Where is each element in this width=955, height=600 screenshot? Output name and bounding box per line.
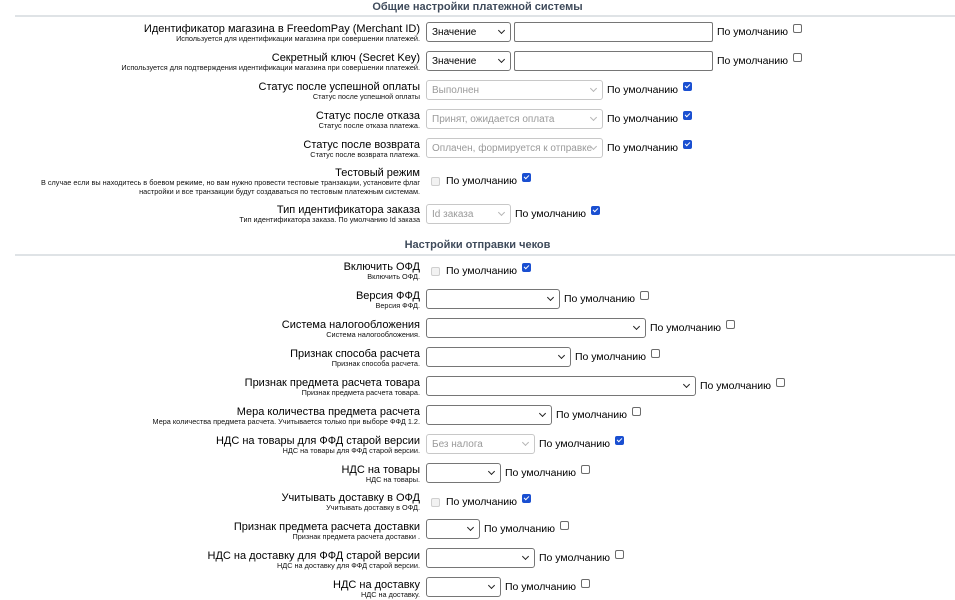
- field-label: Секретный ключ (Secret Key) Используется для подтверждения идентификации магазина при совершении платежей.: [121, 52, 420, 72]
- status-success-select[interactable]: Выполнен: [426, 80, 603, 100]
- ofd-enable-default-checkbox[interactable]: [522, 263, 531, 272]
- delivery-ofd-checkbox[interactable]: [431, 498, 440, 507]
- test-mode-checkbox[interactable]: [431, 177, 440, 186]
- default-label: По умолчанию: [515, 208, 587, 220]
- field-label: Мера количества предмета расчета Мера количества предмета расчета. Учитывается только при выборе ФФД 1.2.: [152, 406, 420, 426]
- secret-key-value-select[interactable]: Значение: [426, 51, 511, 71]
- default-label: По умолчанию: [484, 523, 556, 535]
- default-label: По умолчанию: [717, 26, 789, 38]
- status-refund-default-checkbox[interactable]: [683, 140, 692, 149]
- field-label: Тестовый режим В случае если вы находитесь в боевом режиме, но вам нужно провести тестовые транзакции, установите флаг настройки и все транзакции будут создаваться по тестовым платежным системам.: [41, 167, 420, 196]
- vat-old-default-checkbox[interactable]: [615, 436, 624, 445]
- section-divider: [15, 254, 955, 256]
- merchant-id-value-select[interactable]: Значение: [426, 22, 511, 42]
- delivery-object-default-checkbox[interactable]: [560, 521, 569, 530]
- field-label: Тип идентификатора заказа Тип идентификатора заказа. По умолчанию Id заказа: [239, 204, 420, 224]
- payment-method-default-checkbox[interactable]: [651, 349, 660, 358]
- default-label: По умолчанию: [539, 438, 611, 450]
- order-id-type-select[interactable]: Id заказа: [426, 204, 511, 224]
- default-label: По умолчанию: [717, 55, 789, 67]
- default-label: По умолчанию: [700, 380, 772, 392]
- merchant-id-default-checkbox[interactable]: [793, 24, 802, 33]
- field-label: Учитывать доставку в ОФД Учитывать доставку в ОФД.: [281, 492, 420, 512]
- secret-key-input[interactable]: [514, 51, 713, 71]
- ffd-version-default-checkbox[interactable]: [640, 291, 649, 300]
- delivery-ofd-default-checkbox[interactable]: [522, 494, 531, 503]
- merchant-id-input[interactable]: [514, 22, 713, 42]
- payment-object-select[interactable]: [426, 376, 696, 396]
- status-refund-select[interactable]: Оплачен, формируется к отправке: [426, 138, 603, 158]
- section-title-general: Общие настройки платежной системы: [372, 1, 583, 13]
- field-label: Идентификатор магазина в FreedomPay (Merchant ID) Используется для идентификации магазина при совершении платежей.: [143, 23, 420, 43]
- default-label: По умолчанию: [575, 351, 647, 363]
- field-label: Статус после отказа Статус после отказа платежа.: [315, 110, 420, 130]
- default-label: По умолчанию: [564, 293, 636, 305]
- tax-system-select[interactable]: [426, 318, 646, 338]
- field-label: Версия ФФД Версия ФФД.: [355, 290, 420, 310]
- field-label: Статус после успешной оплаты Статус после успешной оплаты: [258, 81, 420, 101]
- vat-default-checkbox[interactable]: [581, 465, 590, 474]
- field-label: Включить ОФД Включить ОФД.: [343, 261, 420, 281]
- delivery-object-select[interactable]: [426, 519, 480, 539]
- section-title-receipts: Настройки отправки чеков: [404, 239, 551, 251]
- ffd-version-select[interactable]: [426, 289, 560, 309]
- default-label: По умолчанию: [446, 265, 518, 277]
- measure-select[interactable]: [426, 405, 552, 425]
- field-label: Статус после возврата Статус после возврата платежа.: [303, 139, 420, 159]
- default-label: По умолчанию: [505, 581, 577, 593]
- default-label: По умолчанию: [556, 409, 628, 421]
- test-mode-default-checkbox[interactable]: [522, 173, 531, 182]
- default-label: По умолчанию: [539, 552, 611, 564]
- field-label: НДС на доставку для ФФД старой версии НДС на доставку для ФФД старой версии.: [207, 550, 420, 570]
- field-label: Признак предмета расчета доставки Признак предмета расчета доставки .: [233, 521, 420, 541]
- default-label: По умолчанию: [505, 467, 577, 479]
- status-success-default-checkbox[interactable]: [683, 82, 692, 91]
- default-label: По умолчанию: [446, 175, 518, 187]
- default-label: По умолчанию: [607, 113, 679, 125]
- default-label: По умолчанию: [446, 496, 518, 508]
- default-label: По умолчанию: [650, 322, 722, 334]
- field-label: НДС на товары НДС на товары.: [341, 464, 420, 484]
- payment-object-default-checkbox[interactable]: [776, 378, 785, 387]
- field-label: НДС на доставку НДС на доставку.: [333, 579, 420, 599]
- field-label: Система налогообложения Система налогообложения.: [281, 319, 420, 339]
- field-label: НДС на товары для ФФД старой версии НДС на товары для ФФД старой версии.: [215, 435, 420, 455]
- tax-system-default-checkbox[interactable]: [726, 320, 735, 329]
- order-id-type-default-checkbox[interactable]: [591, 206, 600, 215]
- status-fail-default-checkbox[interactable]: [683, 111, 692, 120]
- section-divider: [15, 15, 955, 17]
- delivery-vat-old-select[interactable]: [426, 548, 535, 568]
- payment-method-select[interactable]: [426, 347, 571, 367]
- delivery-vat-select[interactable]: [426, 577, 501, 597]
- field-label: Признак предмета расчета товара Признак предмета расчета товара.: [244, 377, 420, 397]
- vat-select[interactable]: [426, 463, 501, 483]
- default-label: По умолчанию: [607, 84, 679, 96]
- delivery-vat-old-default-checkbox[interactable]: [615, 550, 624, 559]
- secret-key-default-checkbox[interactable]: [793, 53, 802, 62]
- vat-old-select[interactable]: Без налога: [426, 434, 535, 454]
- field-label: Признак способа расчета Признак способа расчета.: [290, 348, 420, 368]
- default-label: По умолчанию: [607, 142, 679, 154]
- status-fail-select[interactable]: Принят, ожидается оплата: [426, 109, 603, 129]
- measure-default-checkbox[interactable]: [632, 407, 641, 416]
- ofd-enable-checkbox[interactable]: [431, 267, 440, 276]
- delivery-vat-default-checkbox[interactable]: [581, 579, 590, 588]
